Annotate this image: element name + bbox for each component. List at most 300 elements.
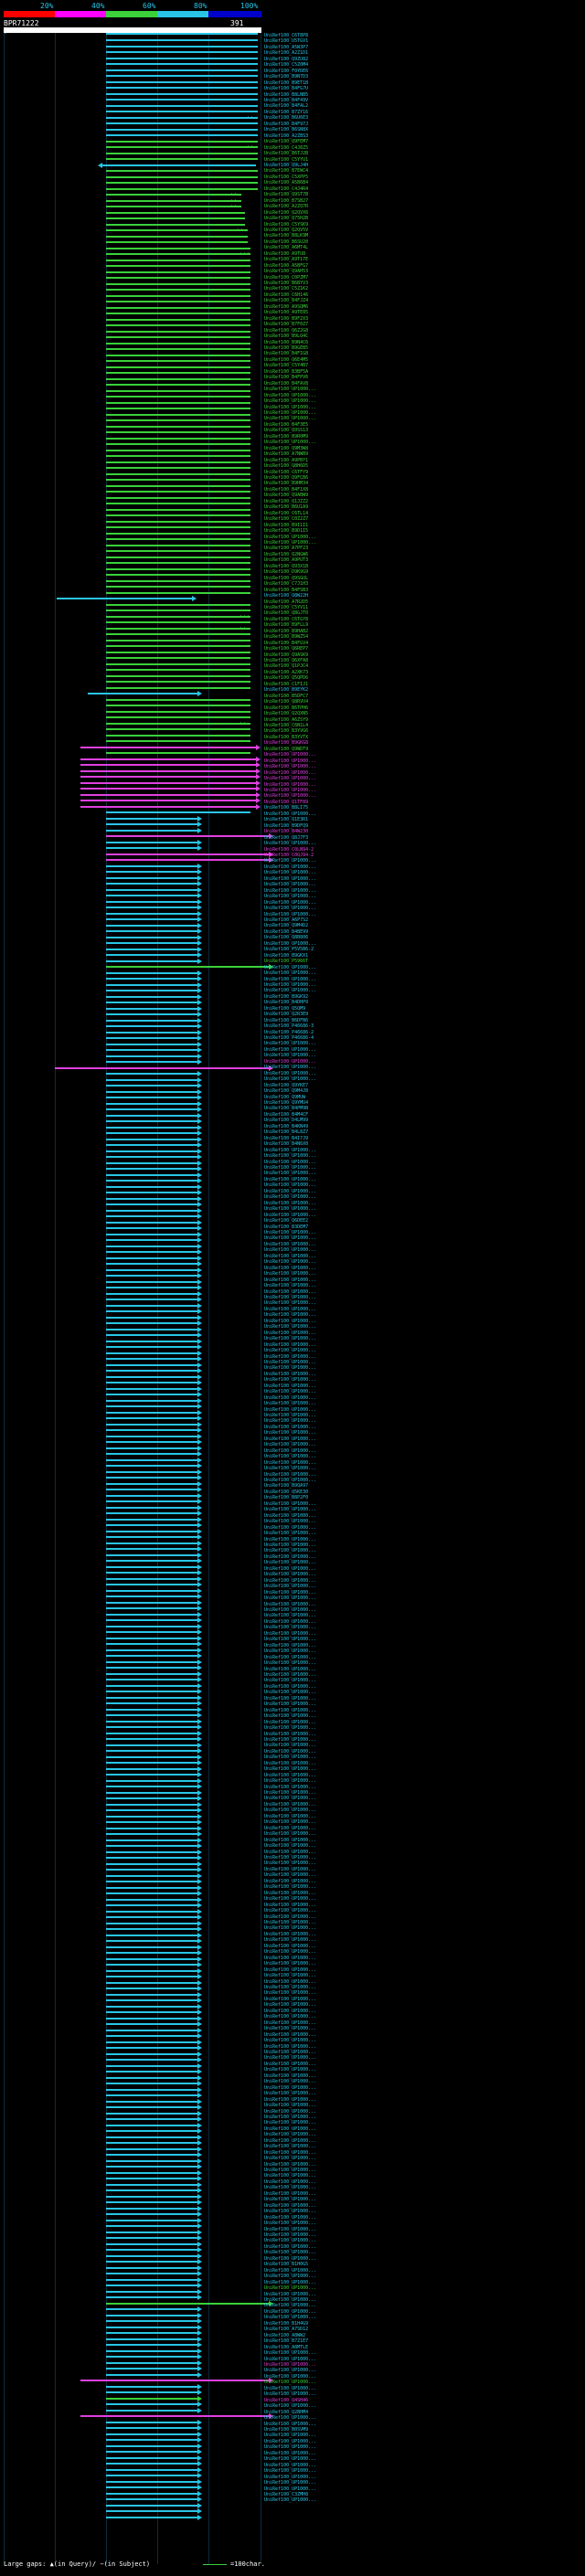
hit-label[interactable]: UniRef100_UP1000... — [264, 964, 317, 970]
hit-label[interactable]: UniRef100_UP1000... — [264, 1955, 317, 1961]
alignment-bar[interactable] — [106, 355, 250, 356]
hit-label[interactable]: UniRef100_UP1000... — [264, 2356, 317, 2362]
hit-label[interactable]: UniRef100_UP1000... — [264, 1613, 317, 1619]
hit-label[interactable]: UniRef100_C6TL14 — [264, 510, 309, 516]
hit-label[interactable]: UniRef100_UP1000... — [264, 1294, 317, 1300]
hit-label[interactable]: UniRef100_UP1000... — [264, 1306, 317, 1312]
hit-label[interactable]: UniRef100_Q9YMU4 — [264, 1100, 309, 1107]
alignment-bar[interactable] — [106, 1341, 197, 1342]
alignment-bar[interactable] — [106, 141, 258, 143]
alignment-bar[interactable] — [106, 324, 250, 326]
hit-label[interactable]: UniRef100_UP1000... — [264, 1813, 317, 1819]
hit-label[interactable]: UniRef100_UP1000... — [264, 2497, 317, 2504]
alignment-bar[interactable] — [106, 1239, 197, 1241]
hit-label[interactable]: UniRef100_UP1000... — [264, 764, 317, 770]
hit-label[interactable]: UniRef100_UP1000... — [264, 1188, 317, 1194]
alignment-bar[interactable] — [106, 1310, 197, 1312]
hit-label[interactable]: UniRef100_UP1000... — [264, 976, 317, 982]
hit-label[interactable]: UniRef100_A5W3P7 — [264, 44, 309, 50]
alignment-bar[interactable] — [106, 1673, 197, 1675]
hit-label[interactable]: UniRef100_UP1000... — [264, 2178, 317, 2185]
alignment-bar[interactable] — [106, 740, 250, 742]
hit-label[interactable]: UniRef100_UP1000... — [264, 2161, 317, 2168]
hit-label[interactable]: UniRef100_UP1000... — [264, 793, 317, 800]
alignment-bar[interactable] — [106, 1091, 197, 1093]
hit-label[interactable]: UniRef100_Q9FCB6 — [264, 474, 309, 481]
alignment-bar[interactable] — [106, 949, 197, 950]
alignment-bar[interactable] — [106, 1590, 197, 1592]
alignment-bar[interactable] — [106, 396, 250, 398]
hit-label[interactable]: UniRef100_UP1000... — [264, 1565, 317, 1572]
alignment-bar[interactable] — [106, 1032, 197, 1034]
alignment-bar[interactable] — [106, 1649, 197, 1651]
hit-label[interactable]: UniRef100_UP1000... — [264, 1860, 317, 1867]
alignment-bar[interactable] — [106, 2296, 197, 2298]
alignment-bar[interactable] — [106, 265, 250, 267]
hit-label[interactable]: UniRef100_UP1000... — [264, 1642, 317, 1648]
alignment-bar[interactable] — [106, 1797, 197, 1799]
alignment-bar[interactable] — [106, 2047, 197, 2049]
hit-label[interactable]: UniRef100_UP1000... — [264, 1288, 317, 1295]
hit-label[interactable]: UniRef100_P46686-3 — [264, 1023, 314, 1030]
alignment-bar[interactable] — [106, 2094, 197, 2096]
alignment-bar[interactable] — [106, 663, 250, 665]
alignment-bar[interactable] — [106, 2327, 197, 2328]
alignment-bar[interactable] — [106, 2386, 197, 2388]
hit-label[interactable]: UniRef100_UP1000... — [264, 2108, 317, 2115]
hit-label[interactable]: UniRef100_UP1000... — [264, 1076, 317, 1083]
hit-label[interactable]: UniRef100_UP1000... — [264, 940, 317, 947]
hit-label[interactable]: UniRef100_UP1000... — [264, 1259, 317, 1266]
hit-label[interactable]: UniRef100_UP1000... — [264, 2391, 317, 2398]
alignment-bar[interactable] — [106, 1584, 197, 1585]
alignment-bar[interactable] — [106, 2320, 197, 2322]
hit-label[interactable]: UniRef100_UP1000... — [264, 2368, 317, 2374]
alignment-bar[interactable] — [106, 1821, 197, 1823]
alignment-bar[interactable] — [106, 2160, 197, 2162]
hit-label[interactable]: UniRef100_B3DEM7 — [264, 1224, 309, 1230]
alignment-bar[interactable] — [106, 1881, 197, 1882]
hit-label[interactable]: UniRef100_C3ZMH8 — [264, 2491, 309, 2497]
hit-label[interactable]: UniRef100_A6MT4L — [264, 245, 309, 251]
hit-label[interactable]: UniRef100_UP1000... — [264, 1459, 317, 1466]
hit-label[interactable]: UniRef100_UP1000... — [264, 1406, 317, 1413]
alignment-bar[interactable] — [106, 277, 250, 279]
hit-label[interactable]: UniRef100_B4KN49 — [264, 1123, 309, 1129]
alignment-bar[interactable] — [106, 2213, 197, 2215]
alignment-bar[interactable] — [106, 81, 258, 83]
hit-label[interactable]: UniRef100_UP1000... — [264, 1618, 317, 1625]
alignment-bar[interactable] — [106, 426, 250, 428]
alignment-bar[interactable] — [106, 1964, 197, 1966]
hit-label[interactable]: UniRef100_UP1000... — [264, 2267, 317, 2274]
alignment-bar[interactable] — [106, 1500, 197, 1502]
hit-label[interactable]: UniRef100_UP1000... — [264, 1277, 317, 1283]
hit-label[interactable]: UniRef100_UP1000... — [264, 1736, 317, 1743]
hit-label[interactable]: UniRef100_B4N6X0 — [264, 1141, 309, 1148]
hit-label[interactable]: UniRef100_UP1000... — [264, 1961, 317, 1967]
hit-label[interactable]: UniRef100_A2Z1D1 — [264, 50, 309, 57]
hit-label[interactable]: UniRef100_B4FAV8 — [264, 380, 309, 387]
hit-label[interactable]: UniRef100_UP1000... — [264, 1966, 317, 1973]
hit-label[interactable]: UniRef100_UP1000... — [264, 2002, 317, 2009]
hit-label[interactable]: UniRef100_UP1000... — [264, 2031, 317, 2038]
hit-label[interactable]: UniRef100_UP1000... — [264, 1478, 317, 1484]
alignment-bar[interactable] — [106, 568, 250, 570]
alignment-bar[interactable] — [106, 984, 197, 986]
hit-label[interactable]: UniRef100_UP1000... — [264, 1500, 317, 1507]
alignment-bar[interactable] — [106, 1002, 197, 1003]
alignment-bar[interactable] — [106, 2391, 197, 2393]
hit-label[interactable]: UniRef100_Q9SS13 — [264, 428, 309, 434]
hit-label[interactable]: UniRef100_UP1000... — [264, 2103, 317, 2109]
alignment-bar[interactable] — [106, 2118, 197, 2120]
alignment-bar[interactable] — [106, 1595, 197, 1597]
hit-label[interactable]: UniRef100_C5Y4B7 — [264, 363, 309, 369]
alignment-bar[interactable] — [106, 1935, 197, 1936]
alignment-bar[interactable] — [106, 681, 250, 683]
alignment-bar[interactable] — [106, 438, 250, 440]
hit-label[interactable]: UniRef100_UP1000... — [264, 2156, 317, 2162]
hit-label[interactable]: UniRef100_B7EWC4 — [264, 168, 309, 175]
alignment-bar[interactable] — [106, 1892, 197, 1894]
alignment-bar[interactable] — [106, 46, 258, 48]
hit-label[interactable]: UniRef100_C6N1L4 — [264, 723, 309, 729]
hit-label[interactable]: UniRef100_Q9ZU82 — [264, 56, 309, 62]
alignment-bar[interactable] — [106, 1388, 197, 1390]
hit-label[interactable]: UniRef100_Q9MUW — [264, 1094, 306, 1100]
alignment-bar[interactable] — [106, 1447, 197, 1449]
hit-label[interactable]: UniRef100_B4FPV6 — [264, 375, 309, 381]
hit-label[interactable]: UniRef100_UP1000... — [264, 811, 317, 817]
hit-label[interactable]: UniRef100_B4FIG8 — [264, 351, 309, 357]
alignment-bar[interactable] — [106, 610, 250, 611]
alignment-bar[interactable] — [106, 1994, 197, 1996]
alignment-bar[interactable] — [106, 1643, 197, 1645]
alignment-bar[interactable] — [106, 319, 250, 321]
alignment-bar[interactable] — [106, 1417, 197, 1419]
hit-label[interactable]: UniRef100_B9GKG8 — [264, 740, 309, 747]
hit-label[interactable]: UniRef100_UP1000... — [264, 2096, 317, 2103]
alignment-bar[interactable] — [106, 823, 197, 825]
hit-label[interactable]: UniRef100_B9F2X3 — [264, 315, 309, 322]
hit-label[interactable]: UniRef100_UP1000... — [264, 1424, 317, 1430]
hit-label[interactable]: UniRef100_Q5KE30 — [264, 1489, 309, 1495]
alignment-bar[interactable] — [106, 1156, 197, 1158]
hit-label[interactable]: UniRef100_B4FJZ4 — [264, 298, 309, 304]
hit-label[interactable]: UniRef100_C5YSK9 — [264, 221, 309, 228]
alignment-bar[interactable] — [106, 687, 250, 689]
alignment-bar[interactable] — [106, 2356, 197, 2358]
hit-label[interactable]: UniRef100_UP1000... — [264, 988, 317, 994]
alignment-bar[interactable] — [106, 473, 250, 475]
alignment-bar[interactable] — [106, 75, 258, 77]
alignment-bar[interactable] — [106, 431, 250, 433]
hit-label[interactable]: UniRef100_B6SU20 — [264, 239, 309, 245]
hit-label[interactable]: UniRef100_UP1000... — [264, 1625, 317, 1631]
alignment-bar[interactable] — [106, 871, 197, 873]
alignment-bar[interactable] — [106, 889, 197, 891]
alignment-bar[interactable] — [106, 1203, 197, 1205]
alignment-bar[interactable] — [106, 2208, 197, 2210]
alignment-bar[interactable] — [106, 2184, 197, 2186]
alignment-bar[interactable] — [106, 1483, 197, 1485]
alignment-bar[interactable] — [106, 1857, 197, 1859]
alignment-bar[interactable] — [106, 1923, 197, 1924]
hit-label[interactable]: UniRef100_UP1000... — [264, 1589, 317, 1595]
alignment-bar[interactable] — [106, 485, 250, 487]
hit-label[interactable]: UniRef100_B8LK9M — [264, 233, 309, 239]
hit-label[interactable]: UniRef100_UP1000... — [264, 1843, 317, 1850]
hit-label[interactable]: UniRef100_B0SVM9 — [264, 2426, 309, 2433]
hit-label[interactable]: UniRef100_UP1000... — [264, 1896, 317, 1903]
hit-label[interactable]: UniRef100_P5V5B6-2 — [264, 947, 314, 953]
alignment-bar[interactable] — [106, 604, 250, 606]
hit-label[interactable]: UniRef100_B6SN8X — [264, 127, 309, 133]
hit-label[interactable]: UniRef100_B8LI75 — [264, 805, 309, 811]
hit-label[interactable]: UniRef100_B9WZ54 — [264, 634, 309, 641]
alignment-bar[interactable] — [106, 408, 250, 409]
hit-label[interactable]: UniRef100_Q6REP7 — [264, 646, 309, 652]
alignment-bar[interactable] — [106, 657, 250, 659]
hit-label[interactable]: UniRef100_UP1000... — [264, 2361, 317, 2368]
hit-label[interactable]: UniRef100_C0QJ94-2 — [264, 852, 314, 858]
alignment-bar[interactable] — [106, 716, 250, 718]
hit-label[interactable]: UniRef100_A9TE85 — [264, 310, 309, 316]
hit-label[interactable]: UniRef100_UP1000... — [264, 1466, 317, 1472]
alignment-bar[interactable] — [106, 2273, 197, 2274]
hit-label[interactable]: UniRef100_Q6XFA8 — [264, 658, 309, 664]
hit-label[interactable]: UniRef100_UP1000... — [264, 2373, 317, 2380]
hit-label[interactable]: UniRef100_A9TU8 — [264, 250, 306, 257]
alignment-bar[interactable] — [106, 1322, 197, 1324]
alignment-bar[interactable] — [106, 1631, 197, 1633]
alignment-bar[interactable] — [106, 1607, 197, 1609]
alignment-bar[interactable] — [106, 1976, 197, 1977]
alignment-bar[interactable] — [106, 69, 258, 71]
hit-label[interactable]: UniRef100_A2ZBS3 — [264, 133, 309, 139]
hit-label[interactable]: UniRef100_UP1000... — [264, 769, 317, 776]
hit-label[interactable]: UniRef100_UP1000... — [264, 1884, 317, 1891]
hit-label[interactable]: UniRef100_Q8W22H — [264, 593, 309, 599]
alignment-bar[interactable] — [106, 2231, 197, 2233]
alignment-bar[interactable] — [106, 497, 250, 499]
alignment-bar[interactable] — [106, 1210, 197, 1212]
alignment-bar[interactable] — [106, 336, 250, 338]
hit-label[interactable]: UniRef100_B4DHP9 — [264, 1000, 309, 1006]
alignment-bar[interactable] — [80, 2380, 269, 2381]
hit-label[interactable]: UniRef100_B4F49V — [264, 97, 309, 103]
hit-label[interactable]: UniRef100_A9SQM6 — [264, 303, 309, 310]
alignment-bar[interactable] — [106, 1744, 197, 1746]
alignment-bar[interactable] — [106, 1548, 197, 1550]
hit-label[interactable]: UniRef100_A7PF23 — [264, 546, 309, 552]
alignment-bar[interactable] — [106, 2344, 197, 2346]
hit-label[interactable]: UniRef100_B4FSB3 — [264, 587, 309, 593]
hit-label[interactable]: UniRef100_UP1000... — [264, 1512, 317, 1519]
hit-label[interactable]: UniRef100_Q93X1B — [264, 563, 309, 569]
hit-label[interactable]: UniRef100_UP1000... — [264, 410, 317, 416]
alignment-bar[interactable] — [106, 1382, 197, 1383]
hit-label[interactable]: UniRef100_B4W230 — [264, 829, 309, 835]
alignment-bar[interactable] — [106, 1436, 197, 1437]
alignment-bar[interactable] — [106, 1453, 197, 1455]
hit-label[interactable]: UniRef100_Q8B806 — [264, 935, 309, 941]
hit-label[interactable]: UniRef100_UP1000... — [264, 1200, 317, 1206]
hit-label[interactable]: UniRef100_UP1000... — [264, 2456, 317, 2463]
hit-label[interactable]: UniRef100_UP1000... — [264, 981, 317, 988]
alignment-bar[interactable] — [106, 1691, 197, 1692]
alignment-bar[interactable] — [106, 1150, 197, 1152]
hit-label[interactable]: UniRef100_UP1000... — [264, 1660, 317, 1667]
alignment-bar[interactable] — [106, 2089, 197, 2091]
hit-label[interactable]: UniRef100_B9ET1B — [264, 80, 309, 86]
hit-label[interactable]: UniRef100_A9T17E — [264, 257, 309, 263]
alignment-bar[interactable] — [106, 842, 197, 843]
hit-label[interactable]: UniRef100_UP1000... — [264, 1430, 317, 1436]
alignment-bar[interactable] — [106, 58, 258, 59]
hit-label[interactable]: UniRef100_UP1000... — [264, 1271, 317, 1277]
hit-label[interactable]: UniRef100_UP1000... — [264, 1807, 317, 1814]
hit-label[interactable]: UniRef100_UP1000... — [264, 1371, 317, 1377]
alignment-bar[interactable] — [106, 925, 197, 927]
hit-label[interactable]: UniRef100_UP1000... — [264, 1531, 317, 1537]
alignment-bar[interactable] — [106, 1685, 197, 1687]
alignment-bar[interactable] — [106, 2350, 197, 2352]
hit-label[interactable]: UniRef100_UP1000... — [264, 1153, 317, 1160]
hit-label[interactable]: UniRef100_Q9ASK9 — [264, 652, 309, 658]
hit-label[interactable]: UniRef100_UP1000... — [264, 1418, 317, 1425]
alignment-bar[interactable] — [106, 1809, 197, 1811]
hit-label[interactable]: UniRef100_Q9SGUL — [264, 575, 309, 581]
alignment-bar[interactable] — [106, 1899, 197, 1901]
alignment-bar[interactable] — [106, 2243, 197, 2245]
hit-label[interactable]: UniRef100_UP1000... — [264, 1318, 317, 1324]
hit-label[interactable]: UniRef100_Q9WDT9 — [264, 746, 309, 752]
alignment-bar[interactable] — [106, 1139, 197, 1140]
hit-label[interactable]: UniRef100_UP1000... — [264, 2137, 317, 2144]
hit-label[interactable]: UniRef100_UP1000... — [264, 1536, 317, 1542]
hit-label[interactable]: UniRef100_UP1000... — [264, 2315, 317, 2321]
hit-label[interactable]: UniRef100_B9N4C6 — [264, 339, 309, 345]
alignment-bar[interactable] — [106, 811, 250, 813]
hit-label[interactable]: UniRef100_Q9ST7B — [264, 192, 309, 198]
alignment-bar[interactable] — [106, 2065, 197, 2067]
hit-label[interactable]: UniRef100_UP1000... — [264, 1182, 317, 1189]
hit-label[interactable]: UniRef100_Q2NGW6 — [264, 551, 309, 557]
hit-label[interactable]: UniRef100_UP1000... — [264, 1595, 317, 1602]
hit-label[interactable]: UniRef100_UP1000... — [264, 1701, 317, 1708]
hit-label[interactable]: UniRef100_B4BE99 — [264, 928, 309, 935]
alignment-bar[interactable] — [106, 628, 250, 630]
hit-label[interactable]: UniRef100_UP1000... — [264, 899, 317, 906]
hit-label[interactable]: UniRef100_UP1000... — [264, 534, 317, 540]
alignment-bar[interactable] — [106, 1958, 197, 1960]
hit-label[interactable]: UniRef100_Q9ABW9 — [264, 493, 309, 499]
hit-label[interactable]: UniRef100_UP1000... — [264, 2297, 317, 2303]
hit-label[interactable]: UniRef100_Q9M3W8 — [264, 445, 309, 451]
alignment-bar[interactable] — [106, 652, 250, 653]
alignment-bar[interactable] — [106, 2451, 197, 2453]
hit-label[interactable]: UniRef100_UP1000... — [264, 1394, 317, 1401]
hit-label[interactable]: UniRef100_UP1000... — [264, 2462, 317, 2468]
hit-label[interactable]: UniRef100_UP1000... — [264, 1348, 317, 1354]
hit-label[interactable]: UniRef100_UP1000... — [264, 2132, 317, 2138]
alignment-bar[interactable] — [106, 1970, 197, 1972]
alignment-bar[interactable] — [106, 372, 250, 374]
hit-label[interactable]: UniRef100_UP1000... — [264, 2415, 317, 2422]
alignment-bar[interactable] — [106, 1370, 197, 1372]
hit-label[interactable]: UniRef100_Q9YKE7 — [264, 1082, 309, 1088]
alignment-bar[interactable] — [106, 2189, 197, 2191]
alignment-bar[interactable] — [106, 479, 250, 481]
hit-label[interactable]: UniRef100_UP1000... — [264, 2274, 317, 2280]
alignment-bar[interactable] — [106, 1667, 197, 1669]
alignment-bar[interactable] — [106, 200, 241, 202]
alignment-bar[interactable] — [106, 289, 250, 291]
hit-label[interactable]: UniRef100_Q2R3E9 — [264, 1012, 309, 1018]
alignment-bar[interactable] — [106, 1626, 197, 1627]
alignment-bar[interactable] — [106, 1988, 197, 1989]
hit-label[interactable]: UniRef100_UP1000... — [264, 1584, 317, 1590]
alignment-bar[interactable] — [106, 224, 245, 226]
hit-label[interactable]: UniRef100_UP1000... — [264, 2255, 317, 2262]
hit-label[interactable]: UniRef100_UP1000... — [264, 2043, 317, 2050]
hit-label[interactable]: UniRef100_UP1000... — [264, 2072, 317, 2079]
alignment-bar[interactable] — [80, 758, 256, 760]
alignment-bar[interactable] — [106, 1192, 197, 1193]
alignment-bar[interactable] — [106, 236, 248, 238]
alignment-bar[interactable] — [106, 996, 197, 998]
alignment-bar[interactable] — [106, 1702, 197, 1704]
alignment-bar[interactable] — [106, 2041, 197, 2043]
alignment-bar[interactable] — [106, 2148, 197, 2150]
hit-label[interactable]: UniRef100_UP1000... — [264, 758, 317, 764]
alignment-bar[interactable] — [106, 966, 269, 968]
hit-label[interactable]: UniRef100_Q2BHM4 — [264, 2409, 309, 2415]
alignment-bar[interactable] — [106, 621, 250, 623]
alignment-bar[interactable] — [106, 906, 197, 908]
hit-label[interactable]: UniRef100_C4J8Z5 — [264, 144, 309, 151]
alignment-bar[interactable] — [106, 705, 250, 706]
hit-label[interactable]: UniRef100_UP1000... — [264, 2285, 317, 2292]
hit-label[interactable]: UniRef100_UP1000... — [264, 416, 317, 422]
alignment-bar[interactable] — [106, 1198, 197, 1200]
hit-label[interactable]: UniRef100_UP1000... — [264, 2433, 317, 2439]
hit-label[interactable]: UniRef100_UP1000... — [264, 1253, 317, 1259]
hit-label[interactable]: UniRef100_UP1000... — [264, 1507, 317, 1513]
alignment-bar[interactable] — [106, 503, 250, 504]
hit-label[interactable]: UniRef100_B3YVTX — [264, 734, 309, 740]
alignment-bar[interactable] — [106, 1020, 197, 1022]
hit-label[interactable]: UniRef100_B9N7D3 — [264, 74, 309, 80]
alignment-bar[interactable] — [106, 1008, 197, 1010]
hit-label[interactable]: UniRef100_UP1000... — [264, 1825, 317, 1831]
hit-label[interactable]: UniRef100_UP1000... — [264, 1324, 317, 1330]
hit-label[interactable]: UniRef100_P5966T — [264, 959, 309, 965]
alignment-bar[interactable] — [106, 1097, 197, 1098]
alignment-bar[interactable] — [106, 633, 250, 635]
alignment-bar[interactable] — [106, 1733, 197, 1734]
hit-label[interactable]: UniRef100_UP1000... — [264, 1447, 317, 1454]
alignment-bar[interactable] — [106, 1566, 197, 1568]
alignment-bar[interactable] — [106, 1127, 197, 1129]
hit-label[interactable]: UniRef100_UP1000... — [264, 1890, 317, 1896]
alignment-bar[interactable] — [106, 1851, 197, 1853]
hit-label[interactable]: UniRef100_B9EYK2 — [264, 687, 309, 694]
alignment-bar[interactable] — [106, 853, 269, 855]
alignment-bar[interactable] — [106, 2332, 197, 2334]
